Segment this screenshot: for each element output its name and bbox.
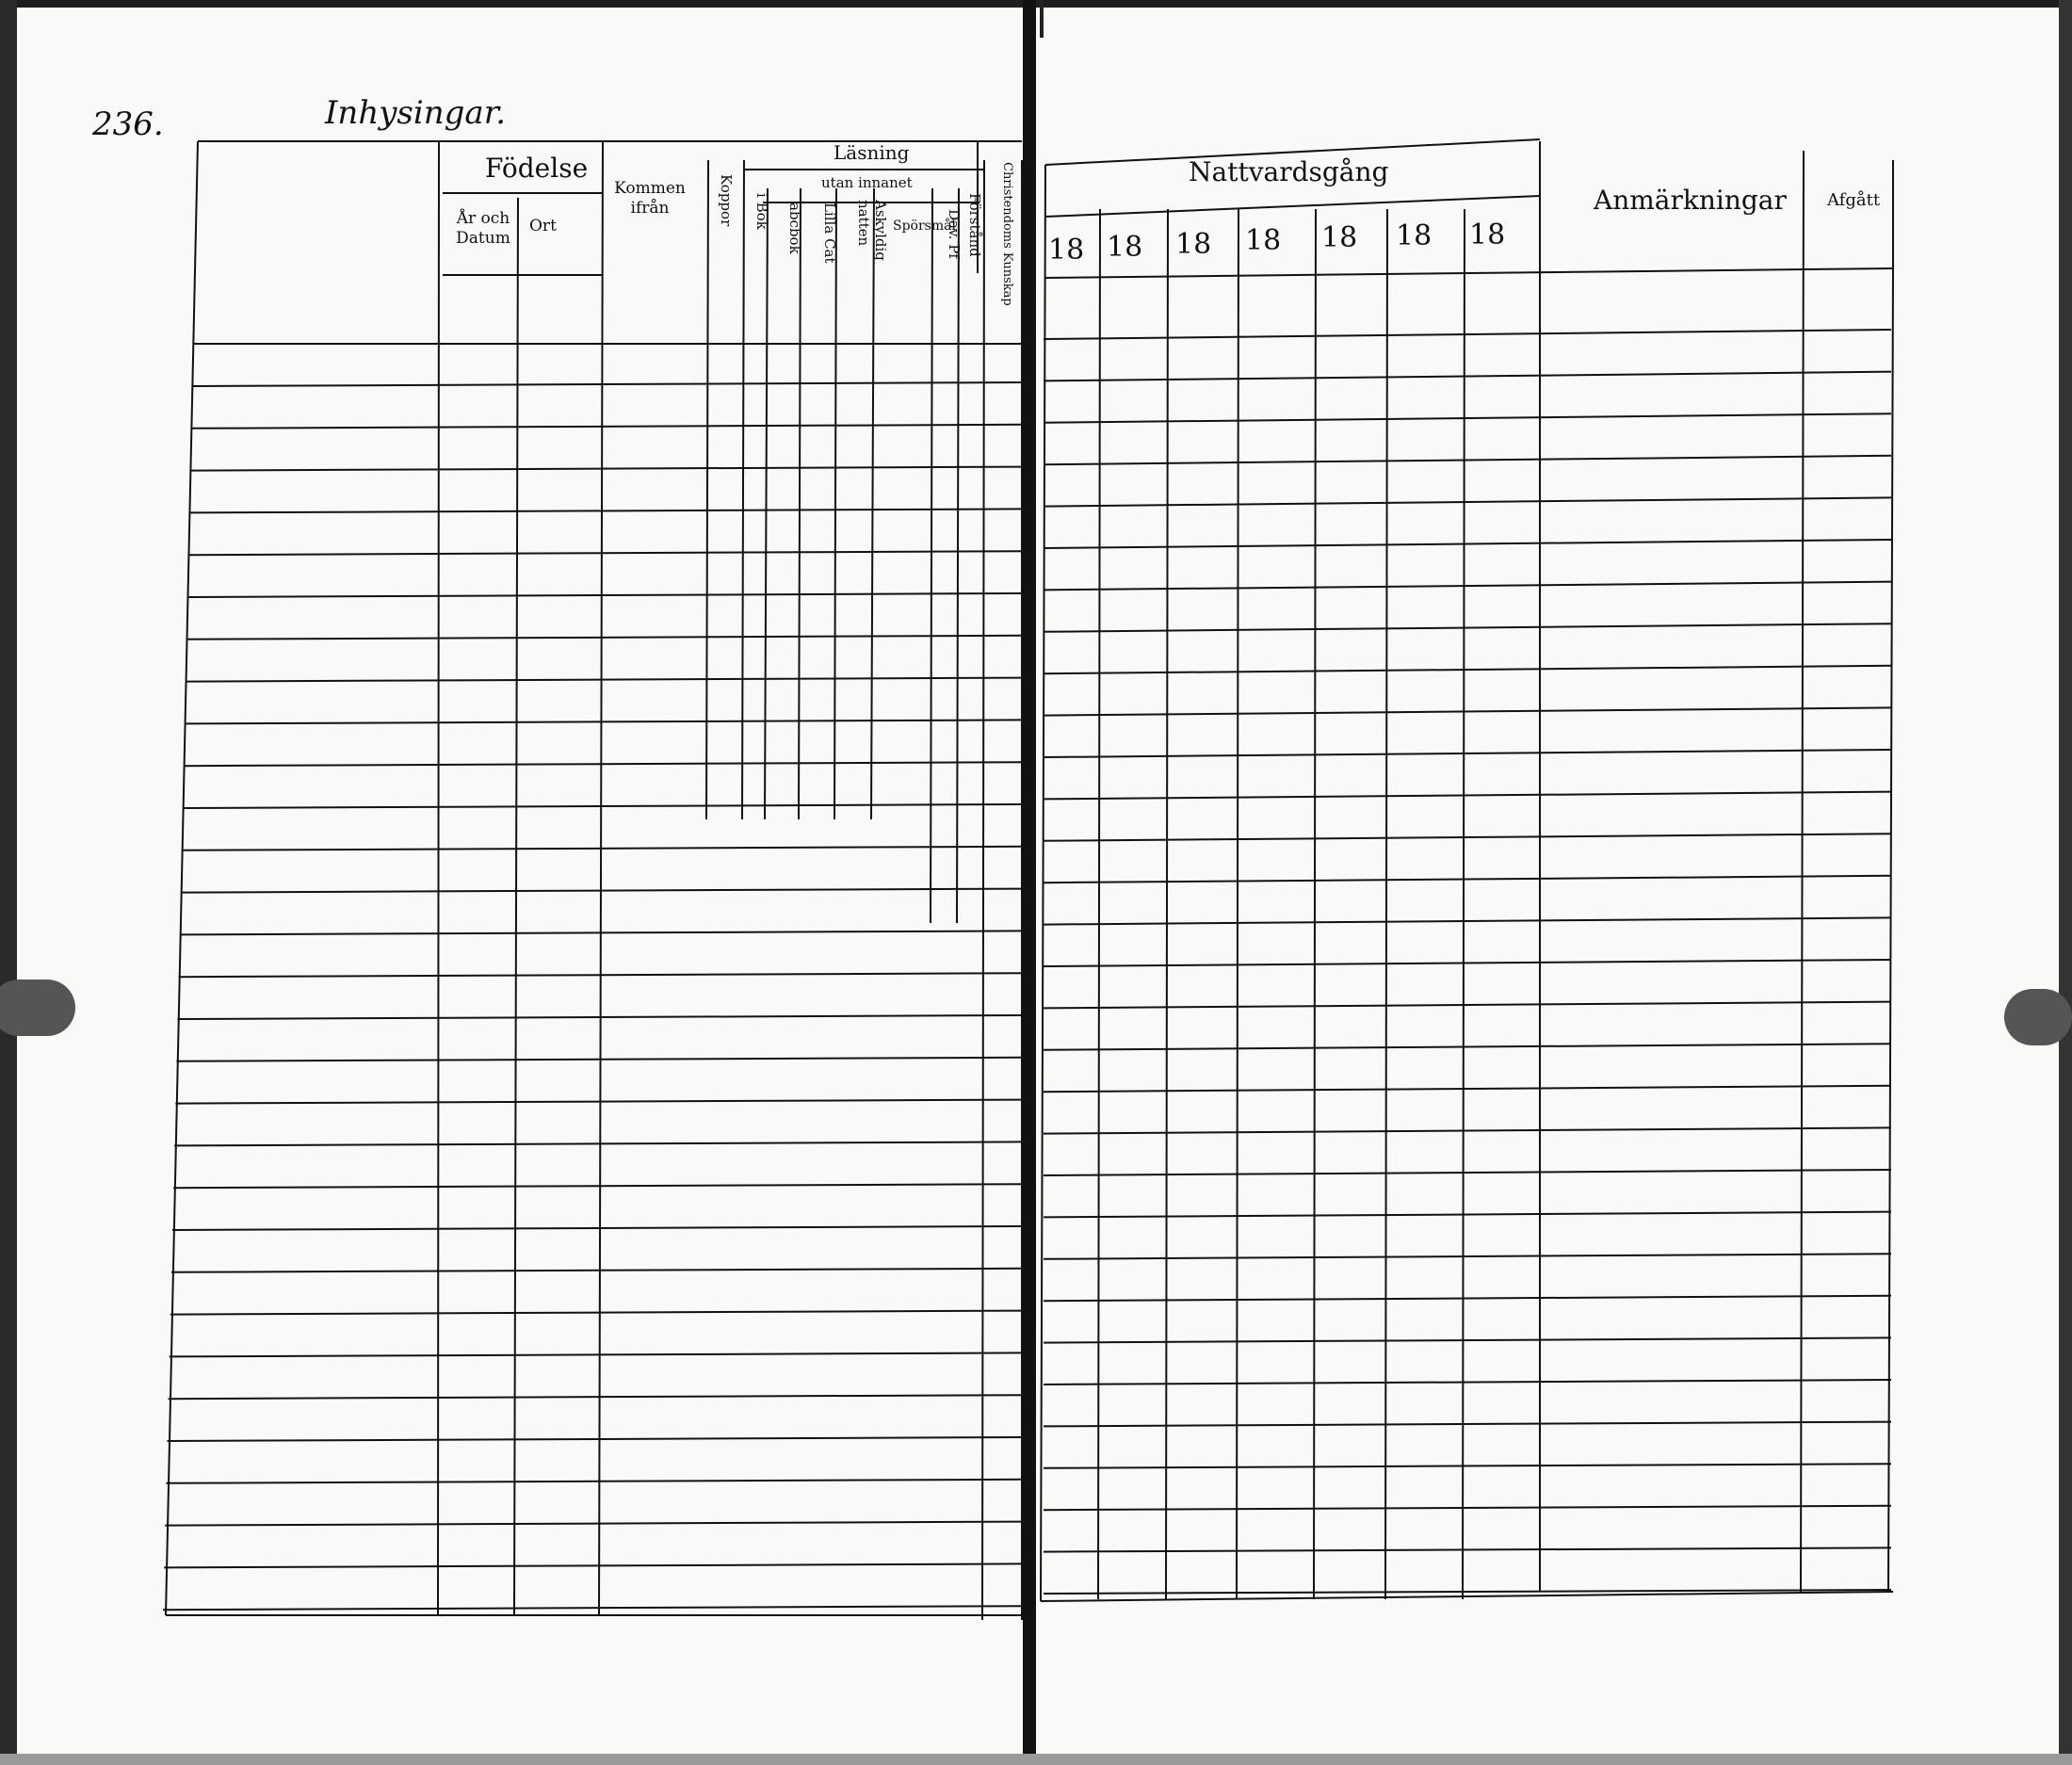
ledger-row-line bbox=[1044, 792, 1891, 800]
koppor-header: Koppor bbox=[718, 174, 735, 227]
ledger-row-line bbox=[1044, 1002, 1891, 1009]
year-4: 18 bbox=[1245, 224, 1282, 257]
ledger-row-line bbox=[1044, 1337, 1891, 1342]
lasning-header: Läsning bbox=[834, 141, 910, 164]
ledger-row-line bbox=[1044, 1086, 1891, 1092]
anmarkningar-header: Anmärkningar bbox=[1594, 185, 1787, 216]
ort-header: Ort bbox=[529, 217, 557, 235]
ledger-row-line bbox=[1044, 960, 1891, 966]
ledger-row-line bbox=[1044, 1127, 1891, 1133]
forstand-header: Förstånd bbox=[966, 193, 983, 257]
year-1: 18 bbox=[1048, 234, 1085, 267]
ledger-row-line bbox=[1044, 666, 1891, 673]
ledger-row-line bbox=[1044, 497, 1891, 506]
ledger-row-line bbox=[1044, 1464, 1891, 1468]
page-number: 236. bbox=[92, 105, 164, 143]
handwritten-title: Inhysingar. bbox=[325, 94, 507, 132]
year-7: 18 bbox=[1469, 219, 1506, 251]
ledger-row-line bbox=[1044, 623, 1891, 632]
ledger-row-line bbox=[1044, 1506, 1891, 1510]
year-column-line bbox=[1166, 209, 1168, 1599]
ledger-row-line bbox=[1044, 330, 1891, 339]
ledger-row-line bbox=[1044, 834, 1891, 841]
year-column-line bbox=[1314, 209, 1316, 1599]
ledger-row-line bbox=[1044, 1380, 1891, 1384]
ledger-row-line bbox=[1044, 1547, 1891, 1551]
year-6: 18 bbox=[1396, 219, 1433, 252]
ledger-row-line bbox=[1044, 1296, 1891, 1301]
ledger-row-line bbox=[1044, 1170, 1891, 1175]
ledger-row-line bbox=[1044, 372, 1891, 381]
kommen-ifran-header: Kommen ifrån bbox=[614, 179, 686, 218]
year-column-line bbox=[1385, 209, 1387, 1599]
ledger-row-line bbox=[1044, 1422, 1891, 1427]
i-bok-header: i Bok bbox=[753, 193, 770, 230]
afgatt-header: Afgått bbox=[1827, 190, 1881, 210]
ledger-row-line bbox=[1044, 707, 1891, 715]
year-column-line bbox=[1237, 209, 1238, 1599]
ledger-row-line bbox=[1044, 582, 1891, 591]
ledger-row-line bbox=[1044, 917, 1891, 924]
ledger-row-line bbox=[1044, 1254, 1891, 1259]
sporsmal-header: Spörsmål bbox=[893, 219, 956, 234]
lilla-cat-header: Lilla Cat bbox=[821, 202, 838, 264]
ledger-row-line bbox=[1044, 1212, 1891, 1218]
nattvardsgang-header: Nattvardsgång bbox=[1189, 156, 1389, 187]
utan-innanet-header: utan innanet bbox=[821, 174, 913, 191]
askyldig-header: Askyldig natten bbox=[855, 200, 889, 261]
ledger-row-line bbox=[1044, 1044, 1891, 1050]
dav-pf-header: Dav. Pf bbox=[946, 209, 963, 259]
ledger-row-line bbox=[1044, 456, 1891, 464]
ar-och-datum-header: År och Datum bbox=[456, 209, 510, 248]
ledger-row-line bbox=[1044, 876, 1891, 882]
abcbok-header: abcbok bbox=[786, 202, 803, 254]
christendom-header: Christendoms Kunskap bbox=[1000, 162, 1014, 306]
ledger-row-line bbox=[1044, 540, 1891, 548]
year-column-line bbox=[1098, 209, 1100, 1599]
year-3: 18 bbox=[1175, 228, 1212, 261]
ledger-row-line bbox=[1044, 750, 1891, 757]
ledger-row-line bbox=[1044, 413, 1891, 423]
fodelse-header: Födelse bbox=[485, 153, 589, 184]
year-5: 18 bbox=[1321, 221, 1358, 254]
year-2: 18 bbox=[1107, 231, 1143, 264]
